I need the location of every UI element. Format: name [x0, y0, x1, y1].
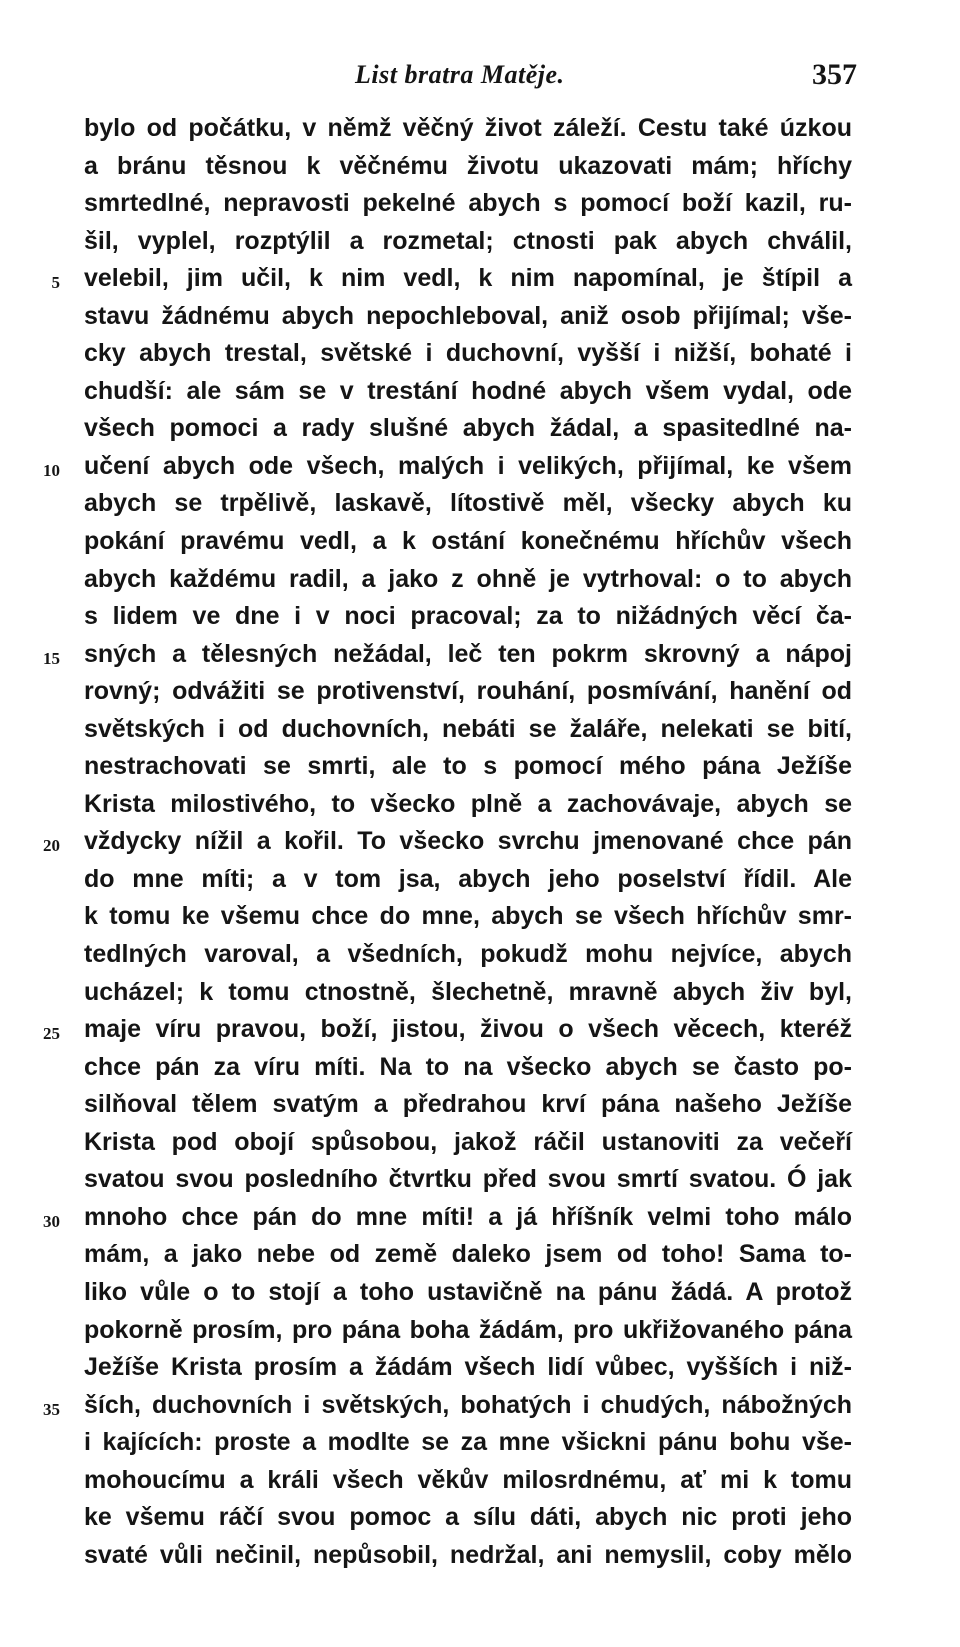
line-text: sných a tělesných nežádal, leč ten pokrm skrovný a nápoj	[84, 639, 852, 668]
line-number: 30	[43, 1211, 60, 1231]
text-line	[0, 1124, 960, 1162]
line-text: maje víru pravou, boží, jistou, živou o všech věcech, kteréž	[84, 1015, 852, 1044]
text-line	[0, 110, 960, 148]
text-line	[0, 1274, 960, 1312]
line-text: ších, duchovních i světských, bohatých i chudých, nábožných	[84, 1390, 852, 1419]
text-line	[0, 1462, 960, 1500]
text-line	[0, 1312, 960, 1350]
text-line	[0, 1349, 960, 1387]
text-line	[0, 260, 960, 298]
line-text: všech pomoci a rady slušné abych žádal, a spasitedlné na-	[84, 414, 852, 443]
line-text: silňoval tělem svatým a předrahou krví pána našeho Ježíše	[84, 1090, 852, 1119]
line-text: světských i od duchovních, nebáti se žaláře, nelekati se bití,	[84, 714, 852, 743]
line-number: 15	[43, 648, 60, 668]
line-text: s lidem ve dne i v noci pracoval; za to nižádných věcí ča-	[84, 602, 852, 631]
line-text: svaté vůli nečinil, nepůsobil, nedržal, ani nemyslil, coby mělo	[84, 1540, 852, 1569]
line-number: 35	[43, 1399, 60, 1419]
line-text: svatou svou posledního čtvrtku před svou smrtí svatou. Ó jak	[84, 1165, 852, 1194]
text-line	[0, 185, 960, 223]
text-line	[0, 1086, 960, 1124]
text-line	[0, 298, 960, 336]
line-text: mám, a jako nebe od země daleko jsem od toho! Sama to-	[84, 1240, 852, 1269]
line-text: i kajících: proste a modlte se za mne všickni pánu bohu vše-	[84, 1428, 852, 1457]
text-line	[0, 485, 960, 523]
line-text: rovný; odvážiti se protivenství, rouhání, posmívání, hanění od	[84, 677, 852, 706]
line-text: ucházel; k tomu ctnostně, šlechetně, mravně abych živ byl,	[84, 977, 852, 1006]
text-line	[0, 410, 960, 448]
line-text: a bránu těsnou k věčnému životu ukazovati mám; hříchy	[84, 151, 852, 180]
text-line	[0, 373, 960, 411]
text-line	[0, 148, 960, 186]
running-head	[0, 56, 960, 96]
line-text: tedlných varoval, a všedních, pokudž mohu nejvíce, abych	[84, 940, 852, 969]
line-text: stavu žádnému abych nepochleboval, aniž osob přijímal; vše-	[84, 301, 852, 330]
text-line	[0, 823, 960, 861]
text-line	[0, 448, 960, 486]
line-number: 5	[51, 273, 60, 293]
text-line	[0, 861, 960, 899]
line-text: pokání pravému vedl, a k ostání konečnému hříchův všech	[84, 527, 852, 556]
line-text: abych každému radil, a jako z ohně je vytrhoval: o to abych	[84, 564, 852, 593]
text-line	[0, 561, 960, 599]
text-line	[0, 1387, 960, 1425]
line-text: mnoho chce pán do mne míti! a já hříšník velmi toho málo	[84, 1202, 852, 1231]
running-title: List bratra Matěje.	[355, 60, 565, 89]
text-line	[0, 335, 960, 373]
line-number: 25	[43, 1024, 60, 1044]
line-text: vždycky nížil a kořil. To všecko svrchu jmenované chce pán	[84, 827, 852, 856]
text-line	[0, 974, 960, 1012]
line-text: liko vůle o to stojí a toho ustavičně na pánu žádá. A protož	[84, 1277, 852, 1306]
line-text: chce pán za víru míti. Na to na všecko abych se často po-	[84, 1052, 852, 1081]
line-text: chudší: ale sám se v trestání hodné abych všem vydal, ode	[84, 376, 852, 405]
text-line	[0, 786, 960, 824]
text-line	[0, 711, 960, 749]
line-text: šil, vyplel, rozptýlil a rozmetal; ctnosti pak abych chválil,	[84, 226, 852, 255]
text-line	[0, 936, 960, 974]
line-text: Ježíše Krista prosím a žádám všech lidí vůbec, vyšších i niž-	[84, 1353, 852, 1382]
text-line	[0, 598, 960, 636]
line-text: nestrachovati se smrti, ale to s pomocí mého pána Ježíše	[84, 752, 852, 781]
line-text: cky abych trestal, světské i duchovní, vyšší i nižší, bohaté i	[84, 339, 852, 368]
line-text: ke všemu ráčí svou pomoc a sílu dáti, abych nic proti jeho	[84, 1503, 852, 1532]
line-text: bylo od počátku, v němž věčný život záleží. Cestu také úzkou	[84, 114, 852, 142]
text-line	[0, 636, 960, 674]
line-text: mohoucímu a králi všech věkův milosrdnému, ať mi k tomu	[84, 1465, 852, 1494]
text-line	[0, 1049, 960, 1087]
line-text: do mne míti; a v tom jsa, abych jeho poselství řídil. Ale	[84, 864, 852, 893]
page-number: 357	[812, 58, 857, 91]
line-text: Krista pod obojí spůsobou, jakož ráčil ustanoviti za večeří	[84, 1127, 852, 1156]
text-line	[0, 523, 960, 561]
text-line	[0, 223, 960, 261]
text-line	[0, 1499, 960, 1537]
text-line	[0, 1424, 960, 1462]
line-text: Krista milostivého, to všecko plně a zachovávaje, abych se	[84, 789, 852, 818]
line-text: smrtedlné, nepravosti pekelné abych s pomocí boží kazil, ru-	[84, 189, 852, 218]
line-text: abych se trpělivě, laskavě, lítostivě měl, všecky abych ku	[84, 489, 852, 518]
line-text: velebil, jim učil, k nim vedl, k nim napomínal, je štípil a	[84, 264, 852, 293]
text-line	[0, 673, 960, 711]
text-line	[0, 1537, 960, 1575]
text-body	[0, 110, 960, 1574]
line-text: učení abych ode všech, malých i velikých, přijímal, ke všem	[84, 451, 852, 480]
text-line	[0, 748, 960, 786]
text-line	[0, 1236, 960, 1274]
line-text: k tomu ke všemu chce do mne, abych se všech hříchův smr-	[84, 902, 852, 931]
text-line	[0, 1011, 960, 1049]
line-number: 20	[43, 836, 60, 856]
line-text: pokorně prosím, pro pána boha žádám, pro ukřižovaného pána	[84, 1315, 852, 1344]
text-line	[0, 1199, 960, 1237]
text-line	[0, 1161, 960, 1199]
text-line	[0, 898, 960, 936]
line-number: 10	[43, 460, 60, 480]
